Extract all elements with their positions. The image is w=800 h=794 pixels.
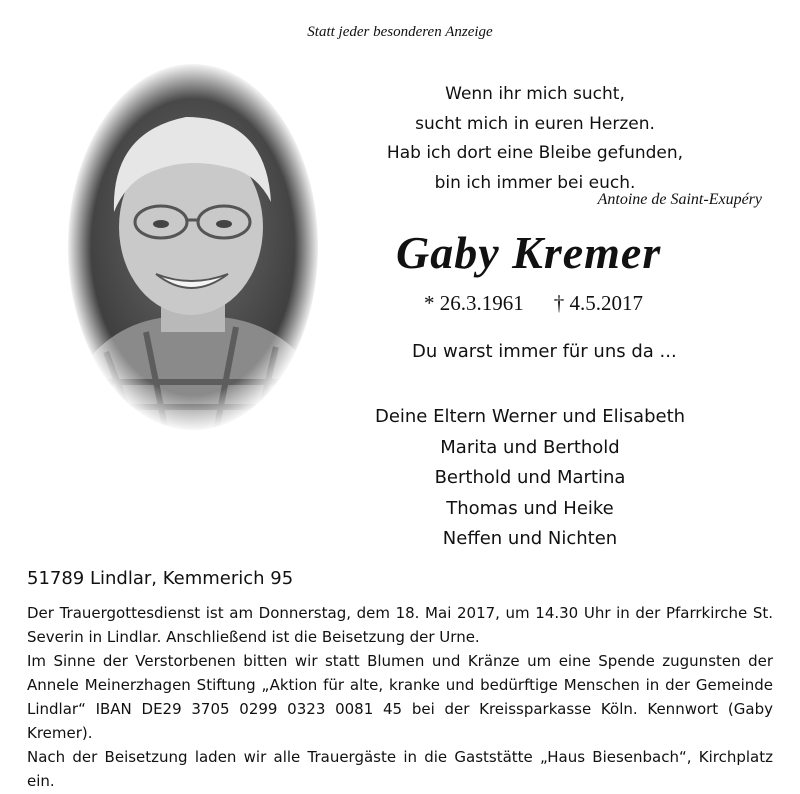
notice-paragraph: Im Sinne der Verstorbenen bitten wir statt Blumen und Kränze um eine Spende zugunsten der Annele Meinerzhagen Stiftung „Aktion für alte, kranke und bedürftige Menschen in der Gemeinde Lindlar“ IBAN DE29 3705 0299 0323 0081 45 bei der Kreissparkasse Köln. Kennwort (Gaby Kremer). <box>27 652 773 742</box>
poem-line: sucht mich in euren Herzen. <box>415 113 655 134</box>
life-dates <box>424 291 673 316</box>
notice-text <box>27 601 773 793</box>
farewell-line: Du warst immer für uns da ... <box>412 341 677 362</box>
deceased-name: Gaby Kremer <box>396 227 662 278</box>
poem-line: Wenn ihr mich sucht, <box>445 84 625 104</box>
family-line: Deine Eltern Werner und Elisabeth <box>374 406 686 427</box>
poem-author: Antoine de Saint-Exupéry <box>597 191 762 208</box>
poem-line: bin ich immer bei euch. <box>434 172 636 193</box>
family-line: Thomas und Heike <box>446 497 614 519</box>
poem <box>380 80 690 198</box>
address: 51789 Lindlar, Kemmerich 95 <box>27 568 294 589</box>
death-date: † 4.5.2017 <box>553 291 643 315</box>
family-line: Berthold und Martina <box>434 467 626 488</box>
notice-paragraph: Nach der Beisetzung laden wir alle Trauergäste in die Gaststätte „Haus Biesenbach“, Kirchplatz ein. <box>27 748 773 790</box>
header-note: Statt jeder besonderen Anzeige <box>307 24 493 40</box>
family-line: Neffen und Nichten <box>442 528 618 549</box>
family-line: Marita und Berthold <box>440 436 620 458</box>
birth-date: * 26.3.1961 <box>424 291 524 315</box>
family-list <box>360 402 700 555</box>
notice-paragraph: Der Trauergottesdienst ist am Donnerstag, dem 18. Mai 2017, um 14.30 Uhr in der Pfarrkirche St. Severin in Lindlar. Anschließend ist die Beisetzung der Urne. <box>27 604 773 646</box>
poem-line: Hab ich dort eine Bleibe gefunden, <box>386 143 684 163</box>
portrait-photo <box>66 62 320 432</box>
